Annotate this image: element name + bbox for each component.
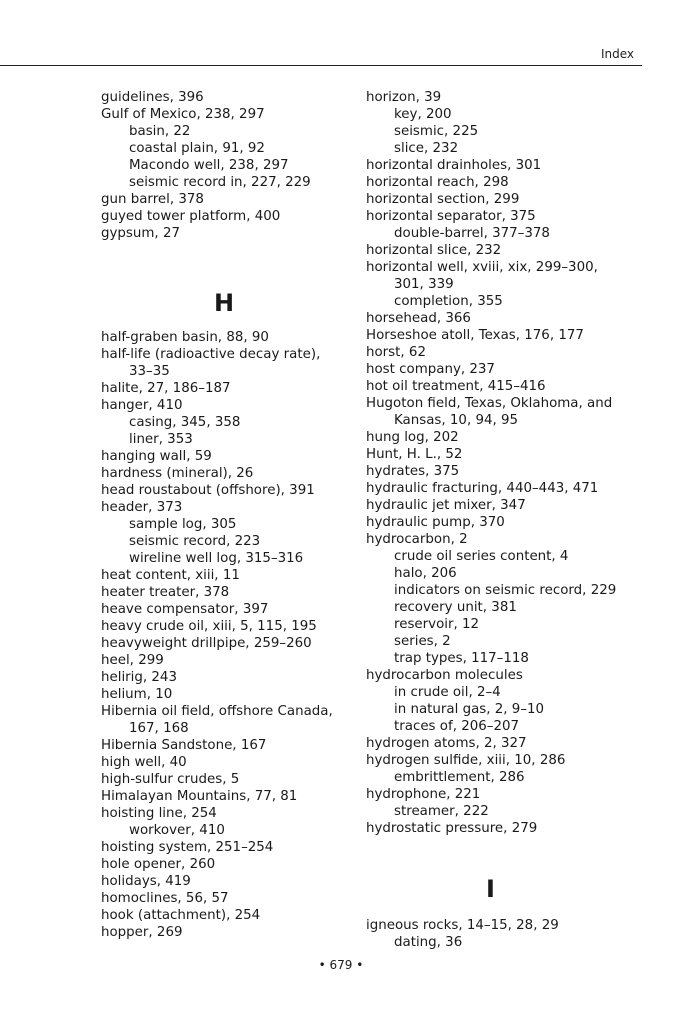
index-entry [366, 395, 646, 429]
index-subentry: seismic, 225 [394, 124, 479, 139]
index-entry: helium, 10 [101, 687, 173, 702]
index-entry: hardness (mineral), 26 [101, 466, 254, 481]
index-entry: half-graben basin, 88, 90 [101, 330, 269, 345]
index-subentry: completion, 355 [394, 294, 503, 309]
entry-text: Hibernia oil field, offshore Canada, [101, 704, 333, 719]
index-entry: horst, 62 [366, 345, 426, 360]
index-entry: header, 373 [101, 500, 183, 515]
index-entry: hydrogen sulfide, xiii, 10, 286 [366, 753, 566, 768]
index-entry: Gulf of Mexico, 238, 297 [101, 107, 265, 122]
index-entry: hydrogen atoms, 2, 327 [366, 736, 527, 751]
h-entries-right [366, 89, 646, 837]
index-entry: hoisting system, 251–254 [101, 840, 274, 855]
index-subentry: recovery unit, 381 [394, 600, 517, 615]
index-entry: halite, 27, 186–187 [101, 381, 231, 396]
index-entry: horizontal drainholes, 301 [366, 158, 542, 173]
index-subentry: double-barrel, 377–378 [394, 226, 550, 241]
index-entry: heel, 299 [101, 653, 164, 668]
index-entry: host company, 237 [366, 362, 495, 377]
index-entry: heat content, xiii, 11 [101, 568, 240, 583]
index-subentry: slice, 232 [394, 141, 459, 156]
index-subentry: reservoir, 12 [394, 617, 480, 632]
index-subentry: indicators on seismic record, 229 [394, 583, 617, 598]
index-entry: hydrophone, 221 [366, 787, 481, 802]
index-subentry: in crude oil, 2–4 [394, 685, 501, 700]
index-entry: horizontal separator, 375 [366, 209, 536, 224]
index-entry: horsehead, 366 [366, 311, 471, 326]
index-entry: Hibernia Sandstone, 167 [101, 738, 267, 753]
index-entry: helirig, 243 [101, 670, 177, 685]
index-entry: heave compensator, 397 [101, 602, 269, 617]
index-entry: hydrostatic pressure, 279 [366, 821, 538, 836]
index-entry: hot oil treatment, 415–416 [366, 379, 546, 394]
index-subentry: traces of, 206–207 [394, 719, 520, 734]
index-entry: horizontal slice, 232 [366, 243, 502, 258]
h-entries-left [101, 329, 351, 941]
index-subentry: seismic record in, 227, 229 [129, 175, 311, 190]
index-entry [101, 346, 351, 380]
index-entry: hoisting line, 254 [101, 806, 217, 821]
entry-continuation: 301, 339 [394, 277, 454, 292]
i-entries [366, 917, 646, 951]
index-subentry: dating, 36 [394, 935, 463, 950]
index-entry: Horseshoe atoll, Texas, 176, 177 [366, 328, 584, 343]
index-entry: hydrocarbon molecules [366, 668, 523, 683]
index-entry: horizontal reach, 298 [366, 175, 509, 190]
g-entries [101, 89, 351, 242]
index-subentry: workover, 410 [129, 823, 225, 838]
index-subentry: liner, 353 [129, 432, 193, 447]
index-subentry: key, 200 [394, 107, 452, 122]
index-subentry: series, 2 [394, 634, 451, 649]
entry-text: half-life (radioactive decay rate), [101, 347, 321, 362]
index-entry: gun barrel, 378 [101, 192, 204, 207]
index-entry: hook (attachment), 254 [101, 908, 261, 923]
index-subentry: casing, 345, 358 [129, 415, 241, 430]
index-subentry: wireline well log, 315–316 [129, 551, 304, 566]
index-entry [366, 259, 646, 293]
index-entry: holidays, 419 [101, 874, 191, 889]
index-subentry: seismic record, 223 [129, 534, 261, 549]
index-subentry: crude oil series content, 4 [394, 549, 569, 564]
index-entry: Hunt, H. L., 52 [366, 447, 463, 462]
index-entry: horizontal section, 299 [366, 192, 520, 207]
index-entry: hanging wall, 59 [101, 449, 212, 464]
index-entry: heavyweight drillpipe, 259–260 [101, 636, 312, 651]
index-subentry: sample log, 305 [129, 517, 237, 532]
index-entry: guidelines, 396 [101, 90, 204, 105]
index-entry: hung log, 202 [366, 430, 459, 445]
index-entry: horizon, 39 [366, 90, 442, 105]
entry-continuation: 167, 168 [129, 721, 189, 736]
entry-continuation: 33–35 [129, 364, 170, 379]
index-entry: hydrocarbon, 2 [366, 532, 468, 547]
index-subentry: streamer, 222 [394, 804, 489, 819]
index-entry: hydrates, 375 [366, 464, 460, 479]
index-subentry: coastal plain, 91, 92 [129, 141, 265, 156]
header-rule [0, 65, 642, 66]
index-entry: homoclines, 56, 57 [101, 891, 229, 906]
section-letter-i: I [486, 875, 495, 903]
index-entry: igneous rocks, 14–15, 28, 29 [366, 918, 559, 933]
index-entry: head roustabout (offshore), 391 [101, 483, 315, 498]
index-entry: high-sulfur crudes, 5 [101, 772, 240, 787]
entry-text: horizontal well, xviii, xix, 299–300, [366, 260, 598, 275]
index-entry: hole opener, 260 [101, 857, 216, 872]
entry-text: Hugoton field, Texas, Oklahoma, and [366, 396, 613, 411]
index-entry: hydraulic pump, 370 [366, 515, 505, 530]
index-entry: gypsum, 27 [101, 226, 180, 241]
index-entry: hopper, 269 [101, 925, 183, 940]
index-subentry: trap types, 117–118 [394, 651, 529, 666]
index-entry [101, 703, 351, 737]
running-head: Index [600, 47, 634, 61]
index-subentry: in natural gas, 2, 9–10 [394, 702, 545, 717]
index-subentry: Macondo well, 238, 297 [129, 158, 289, 173]
index-entry: guyed tower platform, 400 [101, 209, 281, 224]
index-entry: hydraulic jet mixer, 347 [366, 498, 526, 513]
index-subentry: basin, 22 [129, 124, 191, 139]
index-entry: heater treater, 378 [101, 585, 230, 600]
index-entry: heavy crude oil, xiii, 5, 115, 195 [101, 619, 317, 634]
index-subentry: embrittlement, 286 [394, 770, 525, 785]
index-entry: hanger, 410 [101, 398, 183, 413]
index-entry: hydraulic fracturing, 440–443, 471 [366, 481, 599, 496]
entry-continuation: Kansas, 10, 94, 95 [394, 413, 519, 428]
index-entry: high well, 40 [101, 755, 187, 770]
section-letter-h: H [214, 289, 235, 317]
index-subentry: halo, 206 [394, 566, 457, 581]
page-number: • 679 • [318, 958, 364, 972]
index-entry: Himalayan Mountains, 77, 81 [101, 789, 298, 804]
